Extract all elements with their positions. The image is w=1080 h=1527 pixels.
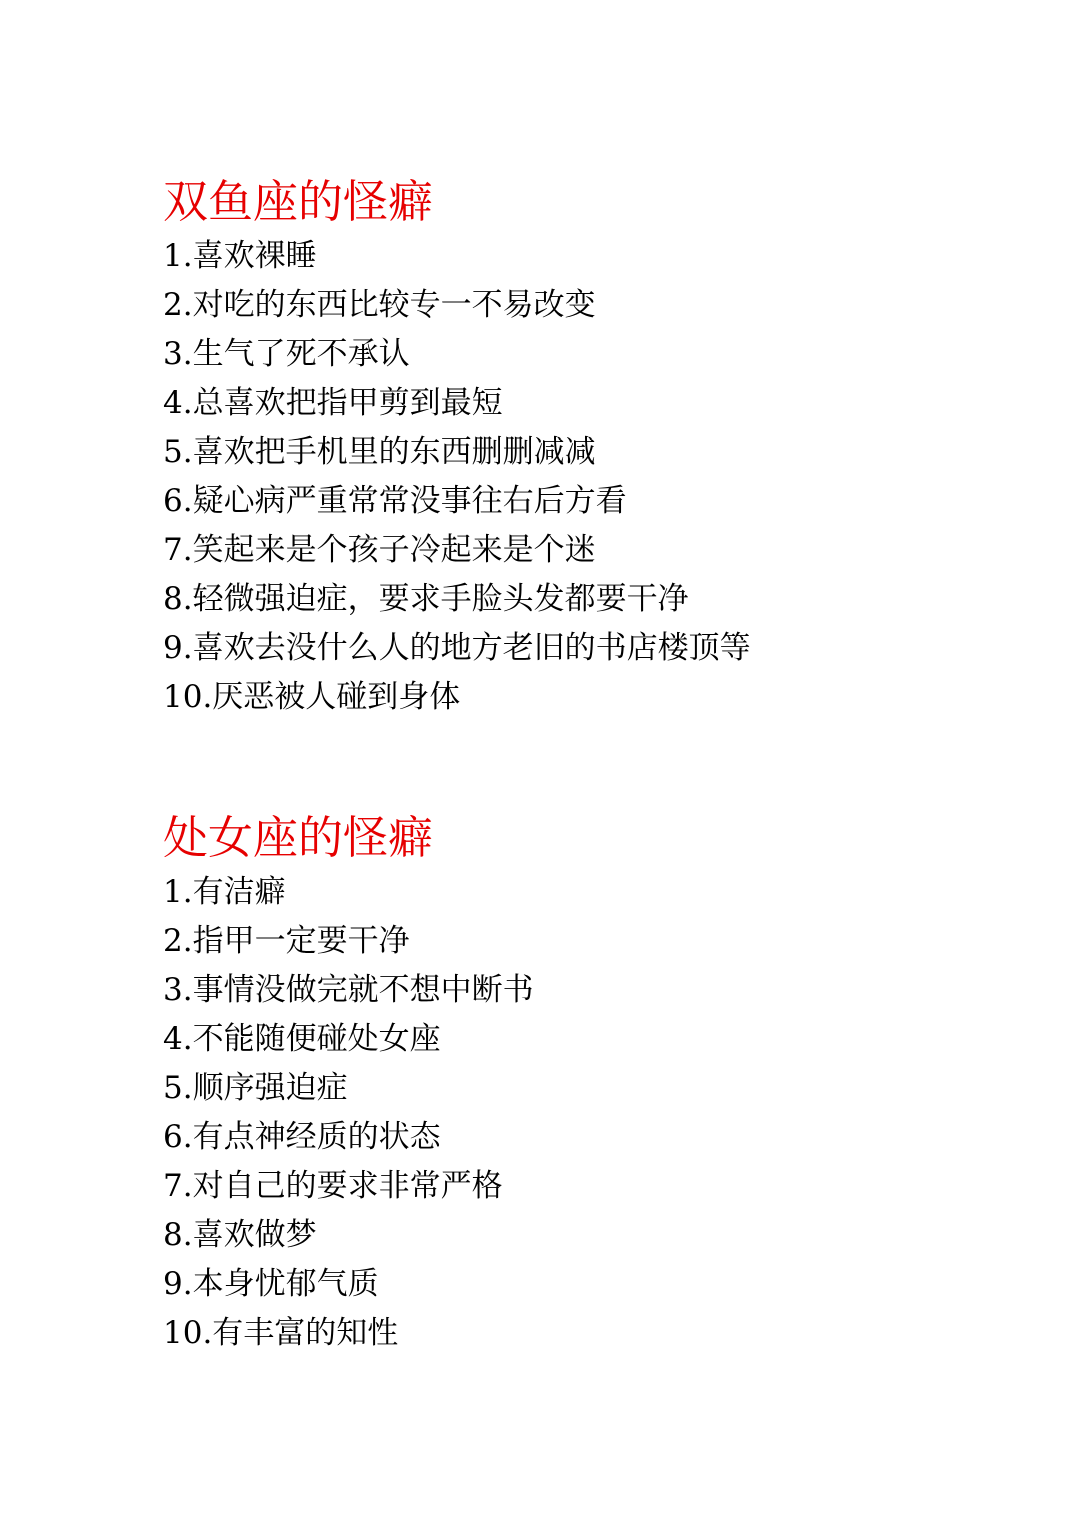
list-item: 1.喜欢裸睡 — [163, 238, 317, 274]
list-item: 10.厌恶被人碰到身体 — [163, 679, 461, 715]
list-item: 4.总喜欢把指甲剪到最短 — [163, 385, 503, 421]
section-title: 处女座的怪癖 — [163, 811, 434, 864]
section-title: 双鱼座的怪癖 — [163, 175, 434, 228]
list-item: 7.对自己的要求非常严格 — [163, 1168, 503, 1204]
list-item: 3.事情没做完就不想中断书 — [163, 972, 534, 1008]
list-item: 2.对吃的东西比较专一不易改变 — [163, 287, 596, 323]
quirk-list — [163, 232, 1023, 722]
list-item: 5.喜欢把手机里的东西删删减减 — [163, 434, 596, 470]
list-item: 7.笑起来是个孩子冷起来是个迷 — [163, 532, 596, 568]
list-item: 6.有点神经质的状态 — [163, 1119, 441, 1155]
list-item: 5.顺序强迫症 — [163, 1070, 348, 1106]
list-item: 2.指甲一定要干净 — [163, 923, 410, 959]
virgo-quirks-section — [163, 808, 1023, 1358]
pisces-quirks-section — [163, 172, 1023, 722]
list-item: 9.本身忧郁气质 — [163, 1266, 379, 1302]
quirk-list — [163, 868, 1023, 1358]
list-item: 6.疑心病严重常常没事往右后方看 — [163, 483, 627, 519]
list-item: 9.喜欢去没什么人的地方老旧的书店楼顶等 — [163, 630, 751, 666]
list-item: 3.生气了死不承认 — [163, 336, 410, 372]
list-item: 10.有丰富的知性 — [163, 1315, 399, 1351]
list-item: 8.喜欢做梦 — [163, 1217, 317, 1253]
list-item: 1.有洁癖 — [163, 874, 286, 910]
list-item: 8.轻微强迫症，要求手脸头发都要干净 — [163, 581, 689, 617]
list-item: 4.不能随便碰处女座 — [163, 1021, 441, 1057]
